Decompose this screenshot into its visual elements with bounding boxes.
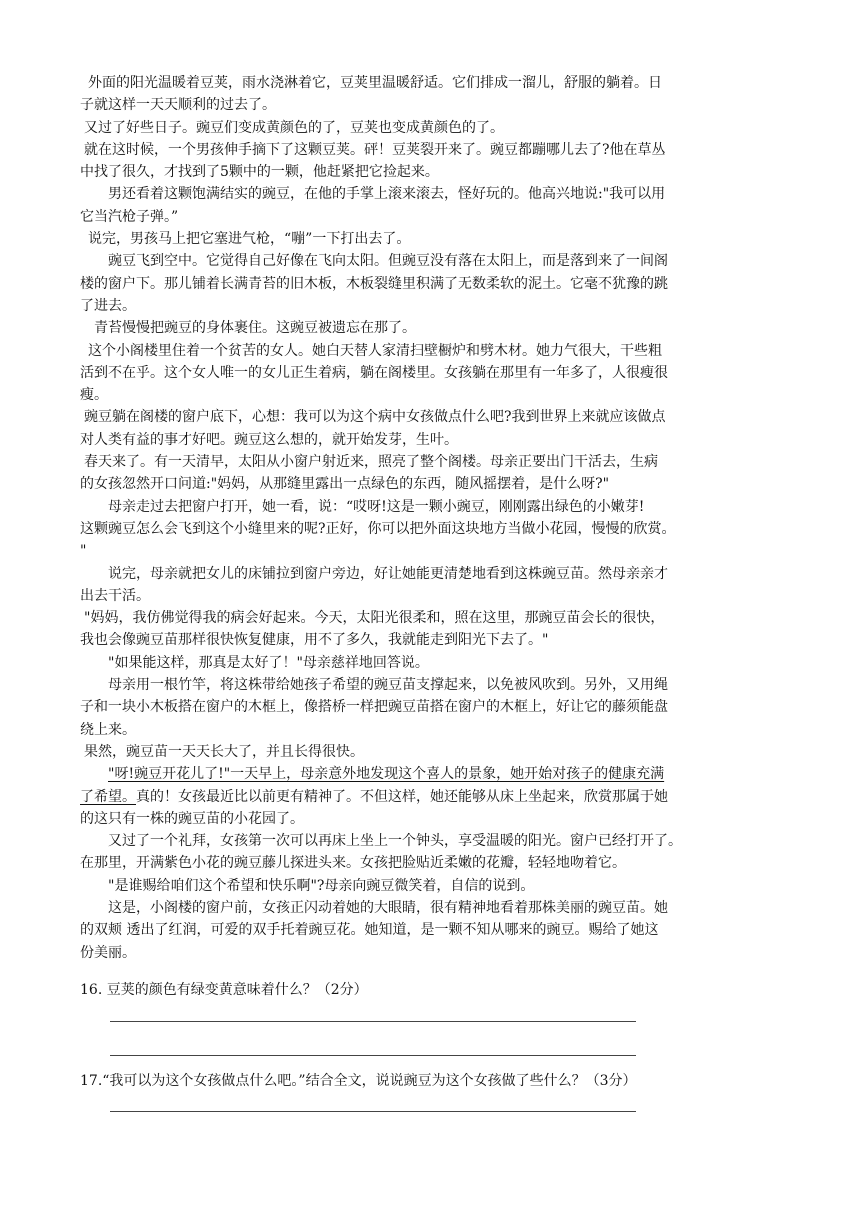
passage-line: 对人类有益的事才好吧。豌豆这么想的，就开始发芽，生叶。 — [80, 431, 458, 448]
answer-line-16b[interactable] — [110, 1055, 636, 1056]
reading-passage — [80, 72, 720, 964]
underlined-sentence: "呀!豌豆开花儿了!"一天早上，母亲意外地发现这个喜人的景象，她开始对孩子的健康充满 — [108, 766, 665, 783]
passage-line: 春天来了。有一天清早，太阳从小窗户射近来，照亮了整个阁楼。母亲正要出门干活去，生病 — [84, 454, 658, 471]
passage-line: 的双颊 透出了红润，可爱的双手托着豌豆花。她知道，是一颗不知从哪来的豌豆。赐给了她这 — [80, 922, 659, 939]
passage-line: 楼的窗户下。那儿铺着长满青苔的旧木板，木板裂缝里积满了无数柔软的泥土。它毫不犹豫的跳 — [80, 275, 668, 292]
passage-line: 豌豆躺在阁楼的窗户底下，心想：我可以为这个病中女孩做点什么吧?我到世界上来就应该做点 — [84, 409, 666, 426]
passage-line: 豌豆飞到空中。它觉得自己好像在飞向太阳。但豌豆没有落在太阳上，而是落到来了一间阁 — [108, 253, 668, 270]
answer-line-16a[interactable] — [110, 1021, 636, 1022]
passage-line: 我也会像豌豆苗那样很快恢复健康，用不了多久，我就能走到阳光下去了。" — [80, 632, 549, 649]
passage-line: 在那里，开满紫色小花的豌豆藤儿探进头来。女孩把脸贴近柔嫩的花瓣，轻轻地吻着它。 — [80, 855, 626, 872]
passage-line: "如果能这样，那真是太好了！"母亲慈祥地回答说。 — [108, 654, 429, 671]
passage-text: 真的！女孩最近比以前更有精神了。不但这样，她还能够从床上坐起来，欣赏那属于她 — [136, 788, 668, 805]
question-17: 17.“我可以为这个女孩做点什么吧。”结合全文，说说豌豆为这个女孩做了些什么？（3分） — [80, 1073, 637, 1089]
question-16: 16. 豆荚的颜色有绿变黄意味着什么？（2分） — [80, 982, 368, 998]
passage-line: 这颗豌豆怎么会飞到这个小缝里来的呢?正好，你可以把外面这块地方当做小花园，慢慢的欣赏。 — [80, 520, 676, 537]
passage-line: 果然，豌豆苗一天天长大了，并且长得很快。 — [84, 743, 364, 760]
passage-line: 说完，母亲就把女儿的床铺拉到窗户旁边，好让她能更清楚地看到这株豌豆苗。然母亲亲才 — [108, 565, 668, 582]
passage-line: 这是，小阁楼的窗户前，女孩正闪动着她的大眼睛，很有精神地看着那株美丽的豌豆苗。她 — [108, 899, 668, 916]
passage-line: 母亲用一根竹竿，将这株带给她孩子希望的豌豆苗支撑起来，以免被风吹到。另外，又用绳 — [108, 677, 668, 694]
passage-line: 出去干活。 — [80, 587, 150, 604]
answer-line-17[interactable] — [110, 1111, 636, 1112]
passage-line: "妈妈，我仿佛觉得我的病会好起来。今天，太阳光很柔和，照在这里，那豌豆苗会长的很快， — [84, 610, 665, 627]
passage-line: 它当汽枪子弹。” — [80, 208, 179, 225]
underlined-sentence-end: 了希望。 — [80, 788, 136, 805]
passage-line: 这个小阁楼里住着一个贫苦的女人。她白天替人家清扫壁橱炉和劈木材。她力气很大，干些粗 — [88, 342, 662, 359]
underlined-paragraph — [80, 763, 720, 830]
passage-line: 瘦。 — [80, 387, 108, 404]
passage-line: 的女孩忽然开口问道:"妈妈，从那缝里露出一点绿色的东西，随风摇摆着，是什么呀?" — [80, 476, 610, 493]
passage-line: 又过了一个礼拜，女孩第一次可以再床上坐上一个钟头，享受温暖的阳光。窗户已经打开了。 — [108, 833, 682, 850]
passage-line: 说完，男孩马上把它塞进气枪，“嘣”一下打出去了。 — [88, 231, 411, 248]
passage-line: 又过了好些日子。豌豆们变成黄颜色的了，豆荚也变成黄颜色的了。 — [84, 119, 504, 136]
passage-line: 母亲走过去把窗户打开，她一看，说：“哎呀!这是一颗小豌豆，刚刚露出绿色的小嫩芽! — [108, 498, 645, 515]
passage-line: 男还看着这颗饱满结实的豌豆，在他的手掌上滚来滚去，怪好玩的。他高兴地说:"我可以用 — [108, 186, 666, 203]
passage-line: 活到不在乎。这个女人唯一的女儿正生着病，躺在阁楼里。女孩躺在那里有一年多了，人很瘦很 — [80, 364, 668, 381]
passage-line: 就在这时候，一个男孩伸手摘下了这颗豆荚。砰！豆荚裂开来了。豌豆都蹦哪儿去了?他在草丛 — [84, 141, 666, 158]
passage-line: " — [80, 543, 87, 560]
passage-line: 了进去。 — [80, 297, 136, 314]
passage-line: "是谁赐给咱们这个希望和快乐啊"?母亲向豌豆微笑着，自信的说到。 — [108, 877, 535, 894]
passage-line: 绕上来。 — [80, 721, 136, 738]
passage-text: 的这只有一株的豌豆苗的小花园了。 — [80, 810, 304, 827]
passage-line: 青苔慢慢把豌豆的身体裹住。这豌豆被遗忘在那了。 — [94, 320, 416, 337]
passage-line: 中找了很久，才找到了5颗中的一颗，他赶紧把它捡起来。 — [80, 164, 439, 181]
passage-line: 外面的阳光温暖着豆荚，雨水浇淋着它，豆荚里温暖舒适。它们排成一溜儿，舒服的躺着。日 — [88, 75, 662, 91]
passage-line: 份美丽。 — [80, 944, 136, 961]
passage-line: 子和一块小木板搭在窗户的木框上，像搭桥一样把豌豆苗搭在窗户的木框上，好让它的藤须能盘 — [80, 699, 668, 716]
passage-line: 子就这样一天天顺利的过去了。 — [80, 97, 276, 114]
